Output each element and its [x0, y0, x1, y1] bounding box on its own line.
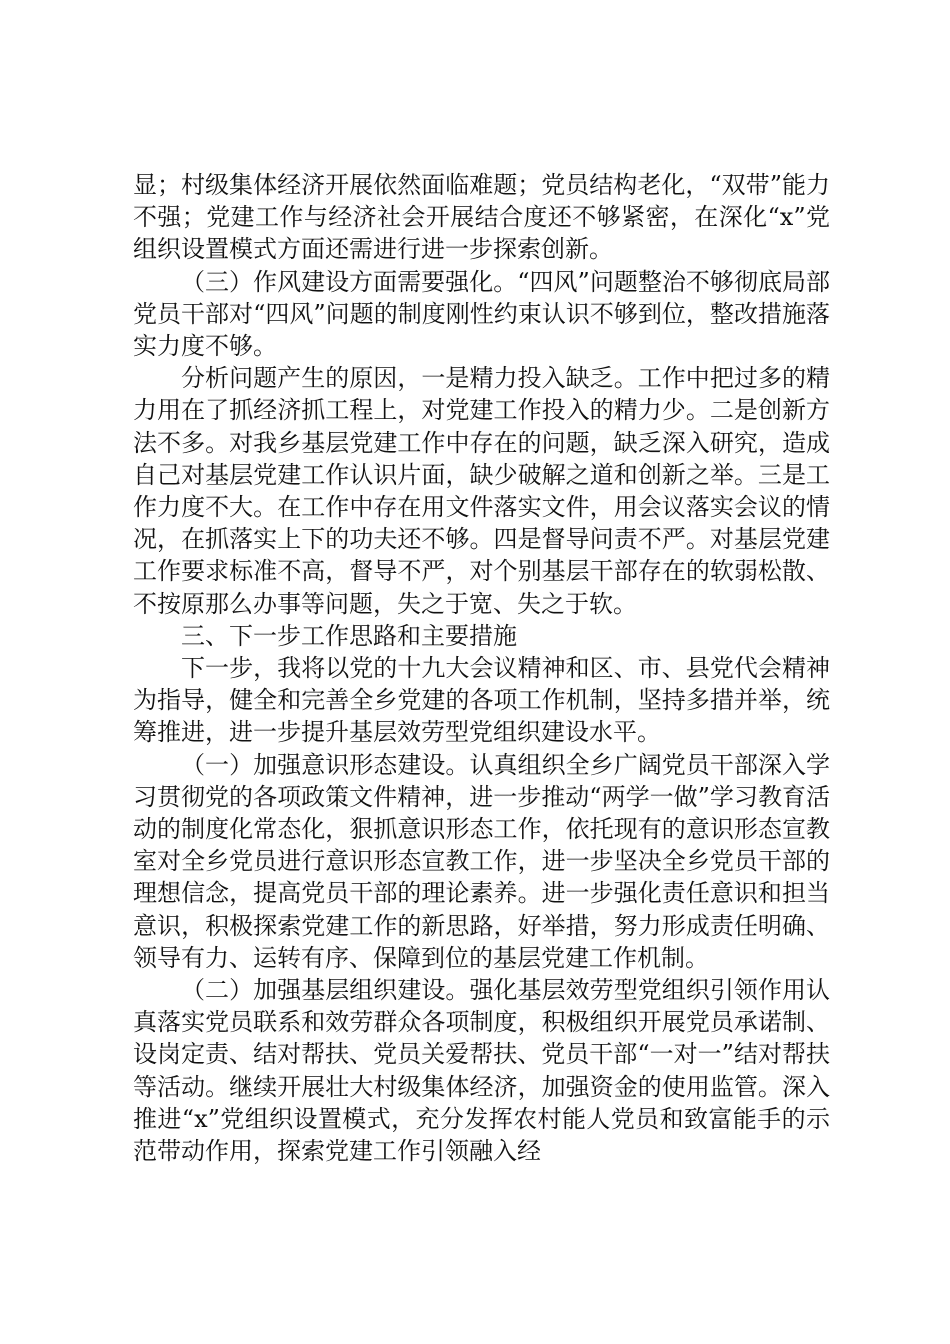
paragraph-cause-analysis: 分析问题产生的原因，一是精力投入缺乏。工作中把过多的精力用在了抓经济抓工程上，对党建工作投入的精力少。二是创新方法不多。对我乡基层党建工作中存在的问题，缺乏深入研究，造成自己对基层党建工作认识片面，缺少破解之道和创新之举。三是工作力度不大。在工作中存在用文件落实文件，用会议落实会议的情况，在抓落实上下的功夫还不够。四是督导问责不严。对基层党建工作要求标准不高，督导不严，对个别基层干部存在的软弱松散、不按原那么办事等问题，失之于宽、失之于软。: [133, 364, 830, 618]
paragraph-ideology-building: （一）加强意识形态建设。认真组织全乡广阔党员干部深入学习贯彻党的各项政策文件精神，进一步推动“两学一做”学习教育活动的制度化常态化，狠抓意识形态工作，依托现有的意识形态宣教室对全乡党员进行意识形态宣教工作，进一步坚决全乡党员干部的理想信念，提高党员干部的理论素养。进一步强化责任意识和担当意识，积极探索党建工作的新思路，好举措，努力形成责任明确、领导有力、运转有序、保障到位的基层党建工作机制。: [133, 750, 830, 972]
paragraph-next-steps-intro: 下一步，我将以党的十九大会议精神和区、市、县党代会精神为指导，健全和完善全乡党建的各项工作机制，坚持多措并举，统筹推进，进一步提升基层效劳型党组织建设水平。: [133, 654, 830, 747]
paragraph-style-issues: （三）作风建设方面需要强化。“四风”问题整治不够彻底局部党员干部对“四风”问题的制度刚性约束认识不够到位，整改措施落实力度不够。: [133, 267, 830, 361]
section-heading-next-steps: 三、下一步工作思路和主要措施: [181, 621, 517, 650]
paragraph-continuation: 显；村级集体经济开展依然面临难题；党员结构老化，“双带”能力不强；党建工作与经济社会开展结合度还不够紧密，在深化“x”党组织设置模式方面还需进行进一步探索创新。: [133, 171, 830, 264]
paragraph-grassroots-building: （二）加强基层组织建设。强化基层效劳型党组织引领作用认真落实党员联系和效劳群众各项制度，积极组织开展党员承诺制、设岗定责、结对帮扶、党员关爱帮扶、党员干部“一对一”结对帮扶等活动。继续开展壮大村级集体经济，加强资金的使用监管。深入推进“x”党组织设置模式，充分发挥农村能人党员和致富能手的示范带动作用，探索党建工作引领融入经: [133, 976, 830, 1166]
document-page: [133, 169, 830, 1167]
